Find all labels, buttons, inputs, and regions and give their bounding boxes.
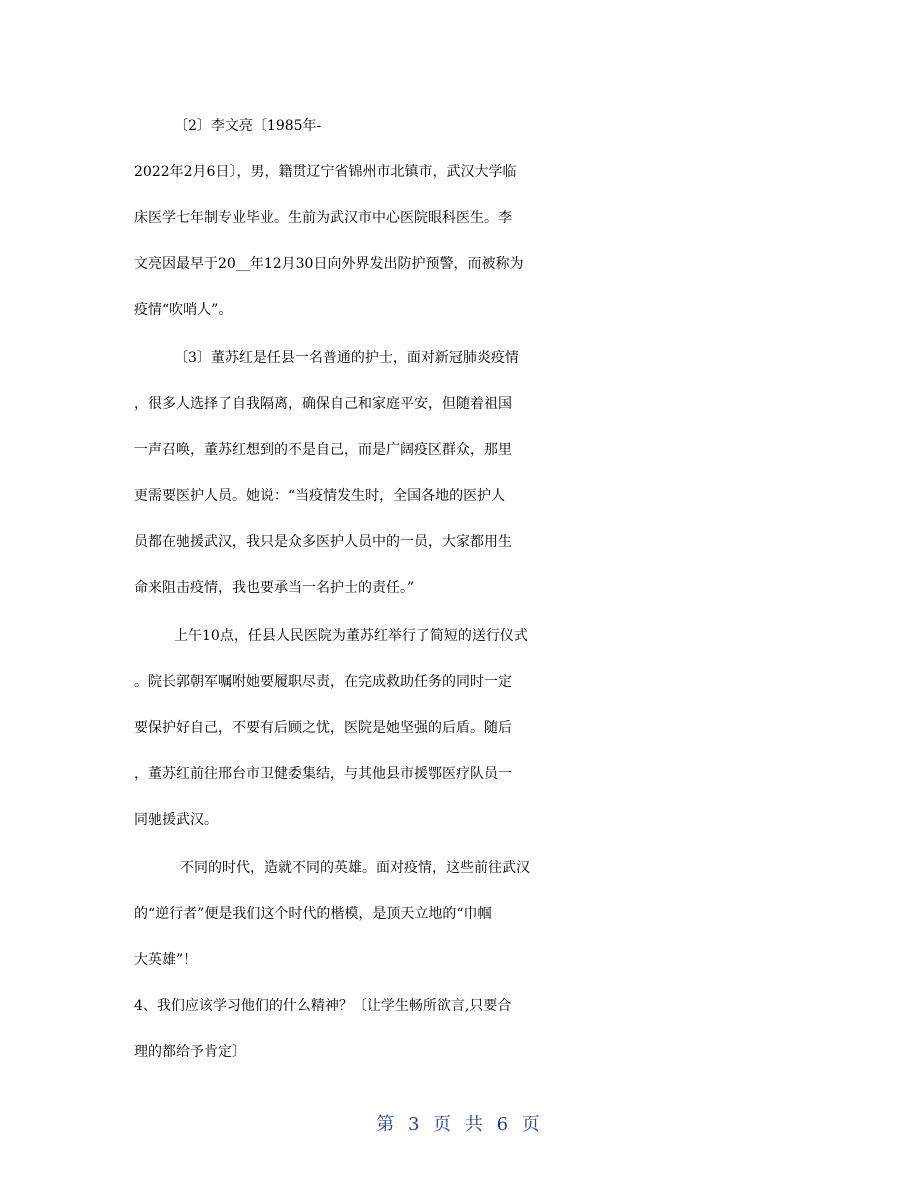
text-line: 理的都给予肯定〕 bbox=[134, 1044, 246, 1060]
text-line: 要保护好自己，不要有后顾之忧，医院是她坚强的后盾。随后 bbox=[134, 720, 512, 736]
text-line: 更需要医护人员。她说：“当疫情发生时，全国各地的医护人 bbox=[134, 488, 506, 504]
text-line: 文亮因最早于20__年12月30日向外界发出防护预警，而被称为 bbox=[134, 256, 524, 272]
text-line: 4、我们应该学习他们的什么精神？〔让学生畅所欲言,只要合 bbox=[134, 998, 512, 1014]
text-line: 床医学七年制专业毕业。生前为武汉市中心医院眼科医生。李 bbox=[134, 210, 512, 226]
text-line: 。院长郭朝军嘱咐她要履职尽责，在完成救助任务的同时一定 bbox=[134, 674, 512, 690]
text-line: 〔2〕李文亮〔1985年- bbox=[174, 118, 322, 134]
text-line: 一声召唤，董苏红想到的不是自己，而是广阔疫区群众，那里 bbox=[134, 442, 512, 458]
text-line: 2022年2月6日〕，男，籍贯辽宁省锦州市北镇市，武汉大学临 bbox=[134, 164, 517, 180]
text-line: 不同的时代，造就不同的英雄。面对疫情，这些前往武汉 bbox=[180, 860, 530, 876]
text-line: 员都在驰援武汉，我只是众多医护人员中的一员，大家都用生 bbox=[134, 534, 512, 550]
text-line: 上午10点，任县人民医院为董苏红举行了简短的送行仪式 bbox=[174, 628, 528, 644]
text-line: ，董苏红前往邢台市卫健委集结，与其他县市援鄂医疗队员一 bbox=[134, 766, 512, 782]
page-number: 第 3 页 共 6 页 bbox=[376, 1114, 544, 1135]
text-line: 同驰援武汉。 bbox=[134, 812, 218, 828]
text-line: 大英雄”！ bbox=[134, 952, 198, 968]
text-line: ，很多人选择了自我隔离，确保自己和家庭平安，但随着祖国 bbox=[134, 396, 512, 412]
text-line: 的“逆行者”便是我们这个时代的楷模，是顶天立地的“巾帼 bbox=[134, 906, 492, 922]
text-line: 疫情“吹哨人”。 bbox=[134, 302, 233, 318]
text-line: 命来阻击疫情，我也要承当一名护士的责任。” bbox=[134, 580, 415, 596]
text-line: 〔3〕董苏红是任县一名普通的护士，面对新冠肺炎疫情 bbox=[174, 350, 519, 366]
